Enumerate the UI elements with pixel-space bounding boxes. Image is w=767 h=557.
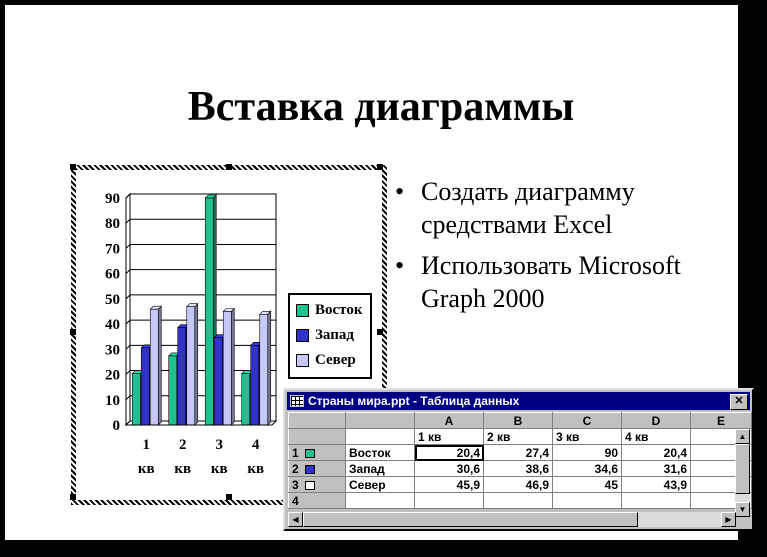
cell[interactable] xyxy=(346,429,415,445)
scroll-up-button[interactable]: ▲ xyxy=(735,429,750,444)
y-tick-label: 40 xyxy=(105,317,120,334)
table-row xyxy=(289,445,752,461)
horizontal-scrollbar[interactable] xyxy=(288,512,736,527)
cell[interactable]: 31,6 xyxy=(622,461,691,477)
resize-handle[interactable] xyxy=(70,164,76,170)
bar xyxy=(214,338,222,425)
cell[interactable]: 3 кв xyxy=(553,429,622,445)
y-tick-label: 50 xyxy=(105,291,120,308)
chart-legend[interactable] xyxy=(288,293,372,379)
column-header[interactable]: E xyxy=(691,413,752,429)
series-icon xyxy=(305,465,315,474)
datasheet-window[interactable] xyxy=(283,388,754,531)
bar-side xyxy=(231,309,234,426)
y-tick-label: 10 xyxy=(105,392,120,409)
y-tick-label: 80 xyxy=(105,216,120,233)
column-header-row xyxy=(289,413,752,429)
bar-side xyxy=(268,311,271,425)
column-header[interactable]: B xyxy=(484,413,553,429)
cell[interactable]: 20,4 xyxy=(415,445,484,461)
cell[interactable] xyxy=(553,493,622,509)
resize-handle[interactable] xyxy=(70,329,76,335)
cell[interactable]: 4 кв xyxy=(622,429,691,445)
close-button[interactable]: ✕ xyxy=(730,394,748,410)
cell[interactable]: 20,4 xyxy=(622,445,691,461)
row-number: 1 xyxy=(292,445,299,460)
bar xyxy=(242,374,250,425)
slide-title: Вставка диаграммы xyxy=(187,84,575,130)
x-tick-label: 1 xyxy=(142,437,150,453)
bullet-item: • Создать диаграмму средствами Excel xyxy=(393,175,733,241)
chart-side-wall xyxy=(126,194,130,425)
x-tick-label: 4 xyxy=(252,437,260,453)
cell[interactable]: 2 кв xyxy=(484,429,553,445)
column-header[interactable]: C xyxy=(553,413,622,429)
table-row xyxy=(289,461,752,477)
vertical-scrollbar[interactable] xyxy=(735,429,750,517)
datasheet-grid[interactable] xyxy=(288,412,752,509)
cell[interactable]: Запад xyxy=(346,461,415,477)
column-header[interactable]: A xyxy=(415,413,484,429)
row-header[interactable] xyxy=(289,477,346,493)
legend-label-vostok: Восток xyxy=(315,301,363,318)
legend-swatch-vostok xyxy=(296,304,309,317)
cell[interactable]: 45,9 xyxy=(415,477,484,493)
bar xyxy=(150,309,158,425)
y-tick-label: 90 xyxy=(105,191,120,207)
resize-handle[interactable] xyxy=(226,164,232,170)
datasheet-icon xyxy=(290,395,304,407)
cell[interactable]: 27,4 xyxy=(484,445,553,461)
resize-handle[interactable] xyxy=(377,164,383,170)
row-number: 2 xyxy=(292,461,299,476)
x-tick-label: кв xyxy=(210,461,228,477)
bullet-list xyxy=(393,175,733,323)
legend-item-sever xyxy=(296,349,356,371)
bar xyxy=(187,307,195,425)
row-header[interactable]: 4 xyxy=(289,493,346,509)
cell[interactable]: 46,9 xyxy=(484,477,553,493)
scroll-left-button[interactable]: ◀ xyxy=(288,512,303,527)
bar xyxy=(251,345,259,425)
legend-label-zapad: Запад xyxy=(315,326,354,343)
legend-swatch-sever xyxy=(296,354,309,367)
table-row xyxy=(289,429,752,445)
y-tick-label: 60 xyxy=(105,266,120,283)
y-tick-label: 0 xyxy=(112,418,120,434)
legend-item-vostok xyxy=(296,299,362,321)
row-header[interactable] xyxy=(289,445,346,461)
scroll-right-button[interactable]: ▶ xyxy=(721,512,736,527)
datasheet-title: Страны мира.ppt - Таблица данных xyxy=(308,394,520,408)
bar xyxy=(132,374,140,425)
row-label-header[interactable] xyxy=(346,413,415,429)
y-tick-label: 70 xyxy=(105,241,120,258)
cell[interactable] xyxy=(346,493,415,509)
scroll-down-button[interactable]: ▼ xyxy=(735,502,750,517)
legend-swatch-zapad xyxy=(296,329,309,342)
legend-item-zapad xyxy=(296,324,354,346)
cell[interactable] xyxy=(622,493,691,509)
vertical-scroll-thumb[interactable] xyxy=(735,444,750,494)
corner-cell[interactable] xyxy=(289,413,346,429)
cell[interactable]: 1 кв xyxy=(415,429,484,445)
cell[interactable]: 90 xyxy=(553,445,622,461)
row-header[interactable] xyxy=(289,429,346,445)
bar xyxy=(178,328,186,425)
x-tick-label: 3 xyxy=(215,437,223,453)
bullet-item: • Использовать Microsoft Graph 2000 xyxy=(393,249,733,315)
cell[interactable]: 45 xyxy=(553,477,622,493)
bar xyxy=(260,314,268,425)
resize-handle[interactable] xyxy=(70,494,76,500)
row-number: 3 xyxy=(292,477,299,492)
bar xyxy=(141,348,149,425)
cell[interactable]: 38,6 xyxy=(484,461,553,477)
table-row xyxy=(289,477,752,493)
bar-side xyxy=(195,304,198,425)
cell[interactable]: 34,6 xyxy=(553,461,622,477)
horizontal-scroll-thumb[interactable] xyxy=(303,512,638,527)
y-tick-label: 30 xyxy=(105,342,120,359)
series-icon xyxy=(305,481,315,490)
x-tick-label: кв xyxy=(247,461,265,477)
series-icon xyxy=(305,449,315,458)
column-header[interactable]: D xyxy=(622,413,691,429)
x-tick-label: кв xyxy=(137,461,155,477)
x-tick-label: 2 xyxy=(179,437,187,453)
row-header[interactable] xyxy=(289,461,346,477)
cell[interactable]: Восток xyxy=(346,445,415,461)
legend-label-sever: Север xyxy=(315,351,356,368)
resize-handle[interactable] xyxy=(226,494,232,500)
x-tick-label: кв xyxy=(174,461,192,477)
table-row xyxy=(289,493,752,509)
cell[interactable] xyxy=(484,493,553,509)
y-tick-label: 20 xyxy=(105,367,120,384)
cell[interactable] xyxy=(415,493,484,509)
bar xyxy=(223,312,231,426)
resize-handle[interactable] xyxy=(377,329,383,335)
cell[interactable]: 30,6 xyxy=(415,461,484,477)
bar xyxy=(205,198,213,425)
cell[interactable]: Север xyxy=(346,477,415,493)
datasheet-titlebar[interactable] xyxy=(287,392,750,410)
bar xyxy=(169,356,177,425)
bar-side xyxy=(158,306,161,425)
cell[interactable]: 43,9 xyxy=(622,477,691,493)
